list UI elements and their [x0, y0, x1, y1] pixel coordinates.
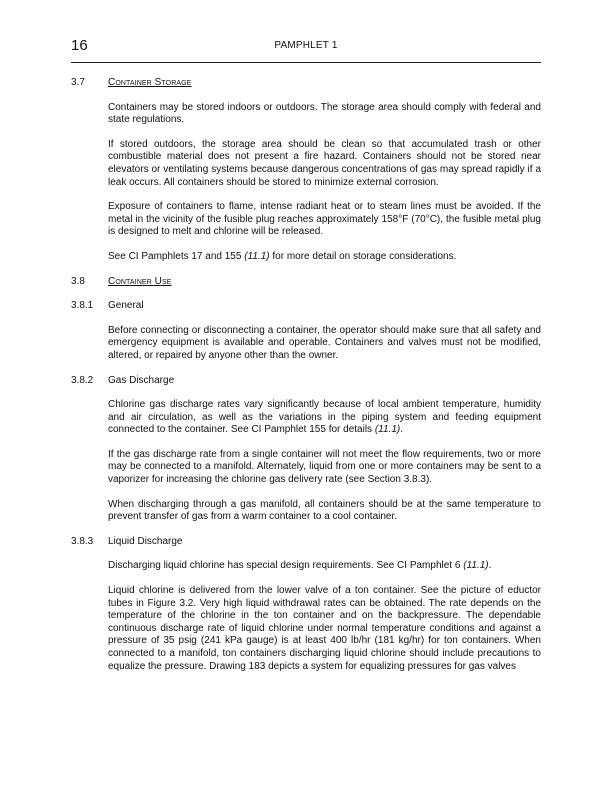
running-title: PAMPHLET 1 — [274, 40, 338, 51]
text: . — [400, 424, 404, 436]
text: Discharging liquid chlorine has special design requirements. See CI Pamphlet 6 — [108, 560, 464, 572]
paragraph: Before connecting or disconnecting a container, the operator should make sure that all safety and emergency equipment is available and operable. Containers and valves must not be modified, altered, or repaired by anyone other than the owner. — [108, 324, 541, 361]
paragraph: If stored outdoors, the storage area should be clean so that accumulated trash or other combustible material does not present a fire hazard. Containers should not be stored near elevators or ventilating systems because dangerous concentrations of gas may spread rapidly if a leak occurs. All containers should be stored to minimize external corrosion. — [108, 138, 541, 188]
paragraph: Containers may be stored indoors or outdoors. The storage area should comply with federal and state regulations. — [108, 101, 541, 126]
section-title: Container Storage — [108, 77, 192, 88]
header-divider — [71, 62, 541, 63]
section-number: 3.8.2 — [71, 374, 94, 386]
section-title: General — [108, 300, 144, 312]
reference-citation: (11.1) — [463, 560, 489, 572]
text: . — [488, 560, 492, 572]
subsection-heading-3-8-3 — [71, 536, 541, 549]
section-number: 3.7 — [71, 77, 85, 88]
page-body — [71, 77, 541, 685]
section-number: 3.8 — [71, 275, 85, 287]
reference-citation: (11.1) — [374, 424, 401, 436]
paragraph: When discharging through a gas manifold, all containers should be at the same temperature to prevent transfer of gas from a warm container to a cool container. — [108, 498, 541, 523]
paragraph — [108, 251, 541, 264]
paragraph: If the gas discharge rate from a single container will not meet the flow requirements, two or more may be connected to a manifold. Alternately, liquid from one or more containers may be sent to a vaporizer for increasing the chlorine gas delivery rate (see Section 3.8.3). — [108, 448, 541, 486]
page-number: 16 — [71, 37, 88, 54]
subsection-heading-3-8-2 — [71, 375, 541, 388]
section-number: 3.8.1 — [71, 300, 94, 312]
section-number: 3.8.3 — [71, 535, 94, 547]
subsection-heading-3-8-1 — [71, 300, 541, 313]
section-title: Container Use — [108, 275, 172, 287]
text: See CI Pamphlets 17 and 155 — [108, 250, 245, 262]
section-title: Gas Discharge — [108, 374, 175, 386]
paragraph: Exposure of containers to flame, intense radiant heat or to steam lines must be avoided. If the metal in the vicinity of the fusible plug reaches approximately 158°F (70°C), the fusible metal plug is designed to melt and chlorine will be released. — [108, 201, 541, 238]
paragraph — [108, 560, 541, 573]
text: for more detail on storage considerations. — [269, 250, 457, 262]
section-title: Liquid Discharge — [108, 535, 183, 547]
paragraph — [108, 399, 541, 437]
section-heading-3-7 — [71, 77, 541, 90]
paragraph: Liquid chlorine is delivered from the lower valve of a ton container. See the picture of eductor tubes in Figure 3.2. Very high liquid withdrawal rates can be obtained. The rate depends on the temperature of the chlorine in the ton container and on the backpressure. The dependable continuous discharge rate of liquid chlorine under normal temperature conditions and against a pressure of 35 psig (241 kPa gauge) is at least 400 lb/hr (181 kg/hr) for ton containers. When connected to a manifold, ton containers discharging liquid chlorine should include precautions to equalize the pressure. Drawing 183 depicts a system for equalizing pressures for gas valves — [108, 585, 541, 672]
reference-citation: (11.1) — [244, 250, 270, 262]
section-heading-3-8 — [71, 276, 541, 289]
text: Chlorine gas discharge rates vary significantly because of local ambient temperature, humidity and air circulation, as well as the variations in the piping system and feeding equipment connected to the container. See CI Pamphlet 155 for details — [108, 399, 541, 436]
